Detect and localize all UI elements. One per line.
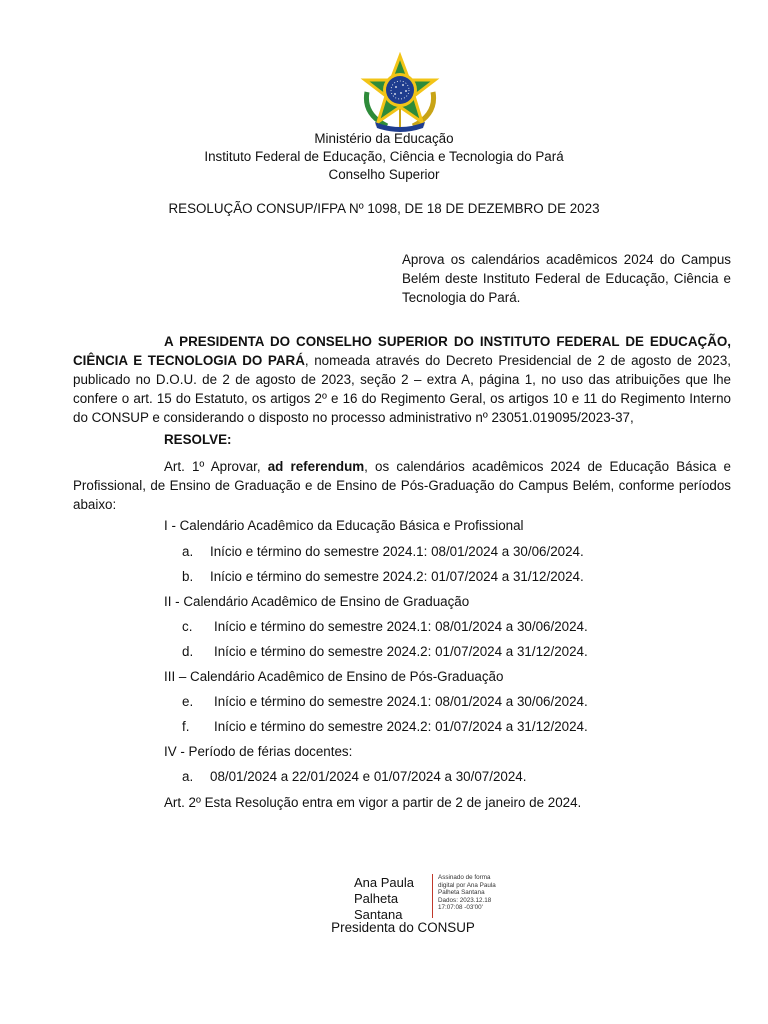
list-item-label: a. bbox=[182, 769, 194, 784]
resolution-title: RESOLUÇÃO CONSUP/IFPA Nº 1098, DE 18 DE DEZEMBRO DE 2023 bbox=[168, 201, 600, 216]
document-header bbox=[0, 130, 768, 184]
article-2: Art. 2º Esta Resolução entra em vigor a partir de 2 de janeiro de 2024. bbox=[164, 795, 582, 810]
list-item-text: Início e término do semestre 2024.2: 01/07/2024 a 31/12/2024. bbox=[210, 569, 584, 584]
list-item-text: Início e término do semestre 2024.1: 08/01/2024 a 30/06/2024. bbox=[210, 544, 584, 559]
signer-name-line: Ana Paula bbox=[354, 875, 414, 890]
section-title: I - Calendário Acadêmico da Educação Básica e Profissional bbox=[164, 518, 524, 533]
article-1 bbox=[73, 457, 731, 514]
list-item-text: 08/01/2024 a 22/01/2024 e 01/07/2024 a 30/07/2024. bbox=[210, 769, 527, 784]
list-item-text: Início e término do semestre 2024.2: 01/07/2024 a 31/12/2024. bbox=[214, 719, 588, 734]
ministry-name: Ministério da Educação bbox=[314, 131, 454, 146]
institute-name: Instituto Federal de Educação, Ciência e Tecnologia do Pará bbox=[204, 149, 564, 164]
brazil-coat-of-arms-icon bbox=[357, 52, 443, 132]
art1-bold: ad referendum bbox=[267, 459, 365, 474]
stamp-line: digital por Ana Paula bbox=[438, 881, 496, 889]
list-item-label: a. bbox=[182, 544, 194, 559]
signer-name-line: Palheta bbox=[354, 891, 399, 906]
digital-signature-stamp bbox=[438, 874, 496, 912]
list-item-label: c. bbox=[182, 619, 193, 634]
preamble-text: , nomeada através do Decreto Presidencial de 2 de agosto de 2023, publicado no D.O.U. de 2 de agosto de 2023, seção 2 – extra A, página 1, no uso das atribuições que lhe confere o art. 15 do Estatuto, os artigos 2º e 16 do Regimento Geral, os artigos 10 e 11 do Regimento Interno do CONSUP e considerando o disposto no processo administrativo nº 23051.019095/2023-37, bbox=[73, 353, 731, 425]
signer-name-line: Santana bbox=[354, 907, 403, 922]
preamble bbox=[73, 332, 731, 427]
section-title: IV - Período de férias docentes: bbox=[164, 744, 353, 759]
list-item-label: d. bbox=[182, 644, 194, 659]
list-item-text: Início e término do semestre 2024.2: 01/07/2024 a 31/12/2024. bbox=[214, 644, 588, 659]
art1-prefix: Art. 1º Aprovar, bbox=[164, 459, 268, 474]
list-item-label: f. bbox=[182, 719, 190, 734]
section-title: III – Calendário Acadêmico de Ensino de Pós-Graduação bbox=[164, 669, 504, 684]
stamp-line: 17:07:08 -03'00' bbox=[438, 904, 483, 912]
signature-divider bbox=[432, 874, 433, 918]
list-item-label: b. bbox=[182, 569, 194, 584]
council-name: Conselho Superior bbox=[328, 167, 440, 182]
preamble-bold: A PRESIDENTA DO CONSELHO SUPERIOR DO INSTITUTO FEDERAL DE EDUCAÇÃO, CIÊNCIA E TECNOLOGIA DO PARÁ bbox=[73, 334, 731, 368]
list-item-label: e. bbox=[182, 694, 194, 709]
stamp-line: Dados: 2023.12.18 bbox=[438, 896, 492, 904]
signer-role: Presidenta do CONSUP bbox=[331, 920, 475, 935]
section-title: II - Calendário Acadêmico de Ensino de Graduação bbox=[164, 594, 470, 609]
stamp-line: Assinado de forma bbox=[438, 874, 491, 881]
stamp-line: Palheta Santana bbox=[438, 889, 485, 897]
list-item-text: Início e término do semestre 2024.1: 08/01/2024 a 30/06/2024. bbox=[214, 694, 588, 709]
resolve-heading: RESOLVE: bbox=[164, 432, 232, 447]
resolution-summary: Aprova os calendários acadêmicos 2024 do Campus Belém deste Instituto Federal de Educação, Ciência e Tecnologia do Pará. bbox=[402, 252, 731, 305]
list-item-text: Início e término do semestre 2024.1: 08/01/2024 a 30/06/2024. bbox=[214, 619, 588, 634]
art1-text: , os calendários acadêmicos 2024 de Educação Básica e Profissional, de Ensino de Graduação e de Ensino de Pós-Graduação do Campus Belém, conforme períodos abaixo: bbox=[73, 459, 731, 512]
